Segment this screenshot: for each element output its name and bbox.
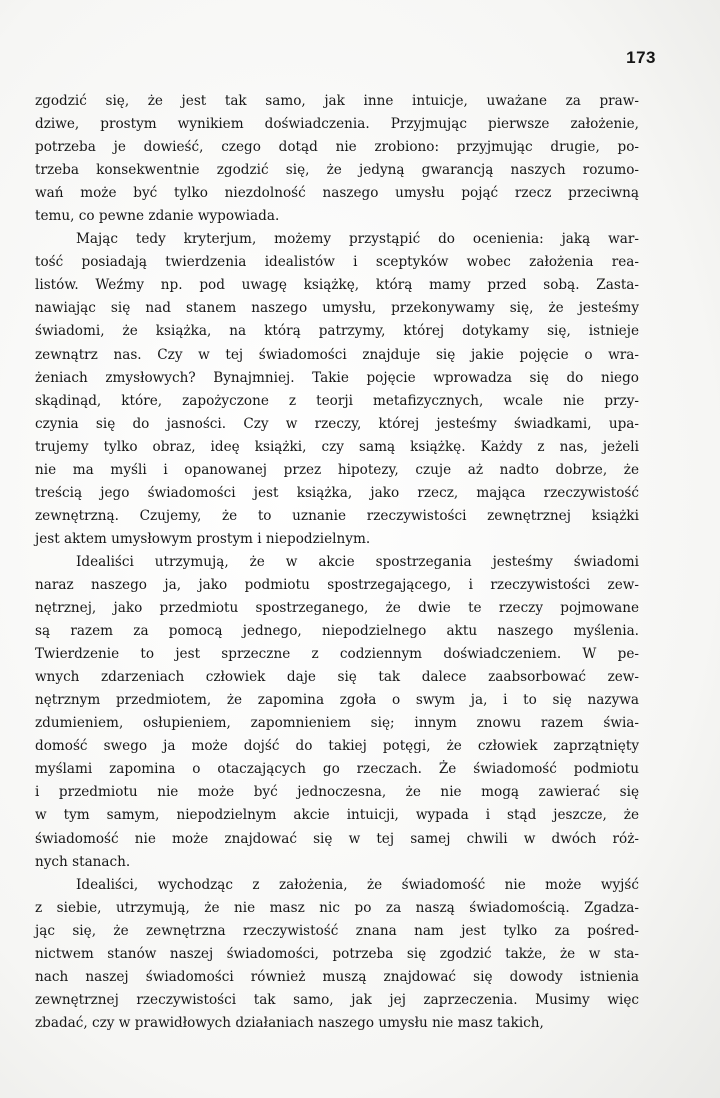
text-line: nictwem stanów naszej świadomości, potrzeba się zgodzić także, że w sta- bbox=[35, 945, 639, 962]
text-line: Idealiści, wychodząc z założenia, że świadomość nie może wyjść bbox=[76, 876, 639, 893]
text-line: listów. Weźmy np. pod uwagę książkę, którą mamy przed sobą. Zasta- bbox=[35, 277, 639, 294]
text-line: domość swego ja może dojść do takiej potęgi, że człowiek zaprzątnięty bbox=[35, 738, 639, 755]
text-line: Idealiści utrzymują, że w akcie spostrzegania jesteśmy świadomi bbox=[76, 553, 639, 570]
text-line: zgodzić się, że jest tak samo, jak inne intuicje, uważane za praw- bbox=[35, 93, 639, 109]
text-line: są razem za pomocą jednego, niepodzielnego aktu naszego myślenia. bbox=[35, 623, 639, 640]
text-line: nętrznym przedmiotem, że zapomina zgoła o swym ja, i to się nazywa bbox=[35, 692, 639, 709]
page-number: 173 bbox=[626, 48, 656, 67]
paragraph bbox=[35, 228, 639, 551]
text-line: wnych zdarzeniach człowiek daje się tak dalece zaabsorbować zew- bbox=[35, 669, 639, 686]
text-line: nach naszej świadomości również muszą znajdować się dowody istnienia bbox=[35, 968, 639, 985]
text-line: nych stanach. bbox=[35, 853, 131, 870]
text-line: zewnętrzną. Czujemy, że to uznanie rzeczywistości zewnętrznej książki bbox=[35, 507, 639, 524]
text-line: jest aktem umysłowym prostym i niepodzielnym. bbox=[35, 530, 371, 547]
text-line: czynia się do jasności. Czy w rzeczy, której jesteśmy świadkami, upa- bbox=[35, 415, 639, 432]
text-line: z siebie, utrzymują, że nie masz nic po za naszą świadomością. Zgadza- bbox=[35, 899, 639, 916]
text-line: nie ma myśli i opanowanej przez hipotezy, czuje aż nadto dobrze, że bbox=[35, 461, 639, 478]
text-line: trujemy tylko obraz, ideę książki, czy samą książkę. Każdy z nas, jeżeli bbox=[35, 438, 639, 455]
text-line: Mając tedy kryterjum, możemy przystąpić do ocenienia: jaką war- bbox=[76, 231, 639, 248]
paragraph bbox=[35, 874, 639, 1035]
paragraph bbox=[35, 551, 639, 874]
text-line: dziwe, prostym wynikiem doświadczenia. Przyjmując pierwsze założenie, bbox=[35, 116, 639, 133]
text-line: trzeba konsekwentnie zgodzić się, że jedyną gwarancją naszych rozumo- bbox=[35, 162, 639, 179]
text-line: temu, co pewne zdanie wypowiada. bbox=[35, 208, 280, 225]
text-line: zdumieniem, osłupieniem, zapomnieniem się; innym znowu razem świa- bbox=[35, 715, 639, 732]
text-line: świadomi, że książka, na którą patrzymy, której dotykamy się, istnieje bbox=[35, 323, 639, 340]
paragraph bbox=[35, 90, 639, 228]
body-text bbox=[35, 90, 639, 1035]
text-line: zewnątrz nas. Czy w tej świadomości znajduje się jakie pojęcie o wra- bbox=[35, 346, 639, 363]
text-line: treścią jego świadomości jest książka, jako rzecz, mająca rzeczywistość bbox=[35, 484, 639, 501]
text-line: skądinąd, które, zapożyczone z teorji metafizycznych, wcale nie przy- bbox=[35, 392, 639, 409]
text-line: zewnętrznej rzeczywistości tak samo, jak jej zaprzeczenia. Musimy więc bbox=[35, 991, 639, 1008]
text-line: i przedmiotu nie może być jednoczesna, że nie mogą zawierać się bbox=[35, 784, 639, 801]
text-line: żeniach zmysłowych? Bynajmniej. Takie pojęcie wprowadza się do niego bbox=[35, 369, 639, 386]
text-line: nawiając się nad stanem naszego umysłu, przekonywamy się, że jesteśmy bbox=[35, 300, 639, 317]
text-line: Twierdzenie to jest sprzeczne z codziennym doświadczeniem. W pe- bbox=[35, 646, 639, 663]
text-line: myślami zapomina o otaczających go rzeczach. Że świadomość podmiotu bbox=[35, 761, 639, 778]
text-line: potrzeba je dowieść, czego dotąd nie zrobiono: przyjmując drugie, po- bbox=[35, 139, 639, 156]
text-line: naraz naszego ja, jako podmiotu spostrzegającego, i rzeczywistości zew- bbox=[35, 576, 639, 593]
text-line: tość posiadają twierdzenia idealistów i sceptyków wobec założenia rea- bbox=[35, 254, 639, 271]
text-line: jąc się, że zewnętrzna rzeczywistość znana nam jest tylko za pośred- bbox=[35, 922, 639, 939]
text-line: świadomość nie może znajdować się w tej samej chwili w dwóch róż- bbox=[35, 830, 639, 847]
text-line: nętrznej, jako przedmiotu spostrzeganego, że dwie te rzeczy pojmowane bbox=[35, 600, 639, 617]
text-line: wań może być tylko niezdolność naszego umysłu pojąć rzecz przeciwną bbox=[35, 185, 639, 202]
text-line: w tym samym, niepodzielnym akcie intuicji, wypada i stąd jeszcze, że bbox=[35, 807, 639, 824]
text-line: zbadać, czy w prawidłowych działaniach naszego umysłu nie masz takich, bbox=[35, 1014, 544, 1031]
